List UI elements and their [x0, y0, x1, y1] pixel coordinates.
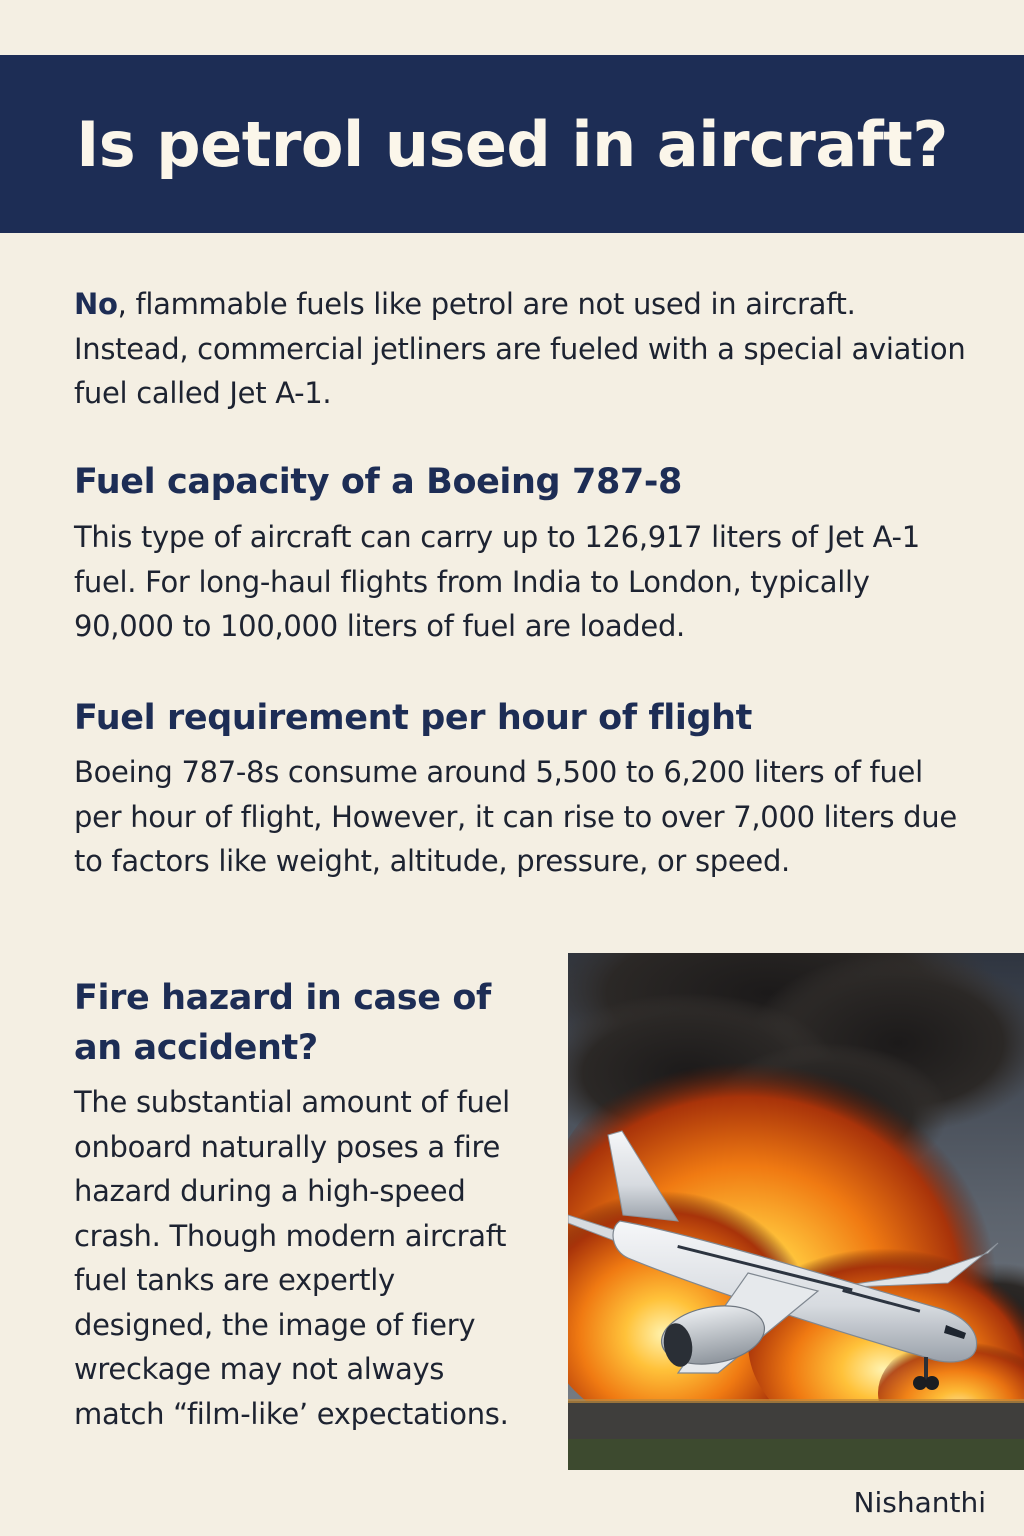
intro-lead: No: [74, 287, 118, 321]
page-title: Is petrol used in aircraft?: [76, 107, 948, 181]
section-heading-fire-hazard: Fire hazard in case of an accident?: [74, 978, 491, 1068]
intro-paragraph: [74, 282, 974, 416]
title-banner: [0, 55, 1024, 233]
author-signature: Nishanthi: [853, 1486, 986, 1519]
section-body-fuel-capacity: This type of aircraft can carry up to 126,917 liters of Jet A-1 fuel. For long-haul flights from India to London, typically 90,000 to 100,000 liters of fuel are loaded.: [74, 520, 920, 643]
section-body-fuel-requirement: Boeing 787-8s consume around 5,500 to 6,200 liters of fuel per hour of flight, However, it can rise to over 7,000 liters due to factors like weight, altitude, pressure, or speed.: [74, 755, 957, 878]
burning-airliner-photo: [568, 953, 1024, 1470]
section-heading-fuel-capacity: Fuel capacity of a Boeing 787-8: [74, 462, 682, 502]
burning-airliner-illustration: [568, 953, 1024, 1470]
section-heading-fuel-requirement: Fuel requirement per hour of flight: [74, 698, 752, 738]
section-body-fire-hazard: The substantial amount of fuel onboard naturally poses a fire hazard during a high-speed crash. Though modern aircraft fuel tanks are expertly designed, the image of fiery wreckage may not always match “film-like’ expectations.: [74, 1085, 510, 1431]
intro-text: , flammable fuels like petrol are not used in aircraft. Instead, commercial jetliners are fueled with a special aviation fuel called Jet A-1.: [74, 287, 966, 410]
